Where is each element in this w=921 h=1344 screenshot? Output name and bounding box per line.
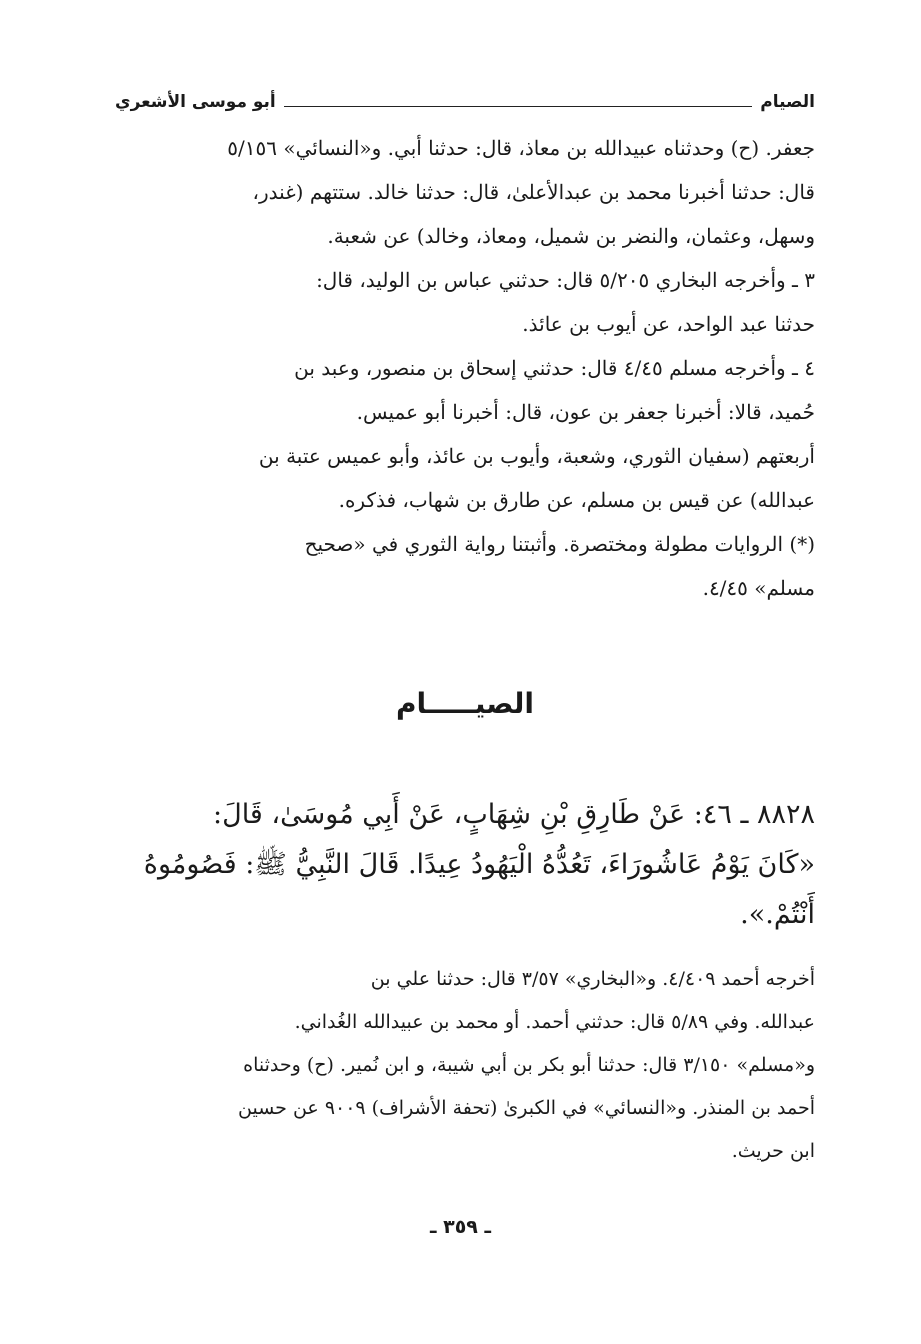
- references-line: (*) الروايات مطولة ومختصرة. وأثبتنا رواية الثوري في «صحيح: [304, 532, 815, 556]
- takhrij-line: ابن حريث.: [731, 1140, 815, 1162]
- page-number: ـ ٣٥٩ ـ: [429, 1216, 491, 1238]
- header-author-name: أبو موسى الأشعري: [115, 92, 276, 112]
- references-line: حدثنا عبد الواحد، عن أيوب بن عائذ.: [522, 312, 815, 336]
- takhrij-line: عبدالله. وفي ٥/٨٩ قال: حدثني أحمد. أو محمد بن عبيدالله الغُداني.: [294, 1011, 815, 1033]
- references-line: وسهل، وعثمان، والنضر بن شميل، ومعاذ، وخالد) عن شعبة.: [327, 224, 815, 248]
- references-line: مسلم» ٤/٤٥.: [702, 576, 815, 600]
- running-header: [115, 88, 815, 116]
- header-section-name: الصيام: [760, 92, 815, 112]
- hadith-text: [115, 790, 815, 940]
- takhrij-line: أحمد بن المنذر. و«النسائي» في الكبرىٰ (تحفة الأشراف) ٩٠٠٩ عن حسين: [238, 1097, 815, 1119]
- references-line: أربعتهم (سفيان الثوري، وشعبة، وأيوب بن عائذ، وأبو عميس عتبة بن: [258, 444, 815, 468]
- references-line: ٤ ـ وأخرجه مسلم ٤/٤٥ قال: حدثني إسحاق بن منصور، وعبد بن: [294, 356, 815, 380]
- references-line: جعفر. (ح) وحدثناه عبيدالله بن معاذ، قال: حدثنا أبي. و«النسائي» ٥/١٥٦: [227, 136, 815, 160]
- references-block: [115, 126, 815, 610]
- references-line: عبدالله) عن قيس بن مسلم، عن طارق بن شهاب، فذكره.: [338, 488, 815, 512]
- hadith-line: «كَانَ يَوْمُ عَاشُورَاءَ، تَعُدُّهُ الْيَهُودُ عِيدًا. قَالَ النَّبِيُّ ﷺ: فَصُومُوهُ: [143, 849, 815, 880]
- references-line: ٣ ـ وأخرجه البخاري ٥/٢٠٥ قال: حدثني عباس بن الوليد، قال:: [316, 268, 815, 292]
- references-line: قال: حدثنا أخبرنا محمد بن عبدالأعلىٰ، قال: حدثنا خالد. ستتهم (غندر،: [252, 180, 815, 204]
- section-title: الصيـــــام: [395, 687, 535, 720]
- references-line: حُميد، قالا: أخبرنا جعفر بن عون، قال: أخبرنا أبو عميس.: [356, 400, 815, 424]
- takhrij-block: [115, 958, 815, 1173]
- hadith-line: أَنْتُمْ.».: [740, 899, 815, 930]
- takhrij-line: و«مسلم» ٣/١٥٠ قال: حدثنا أبو بكر بن أبي شيبة، و ابن نُمير. (ح) وحدثناه: [243, 1054, 815, 1076]
- hadith-line: ٨٨٢٨ ـ ٤٦: عَنْ طَارِقِ بْنِ شِهَابٍ، عَنْ أَبِي مُوسَىٰ، قَالَ:: [212, 799, 815, 830]
- header-rule: [284, 106, 752, 107]
- takhrij-line: أخرجه أحمد ٤/٤٠٩. و«البخاري» ٣/٥٧ قال: حدثنا علي بن: [370, 968, 815, 990]
